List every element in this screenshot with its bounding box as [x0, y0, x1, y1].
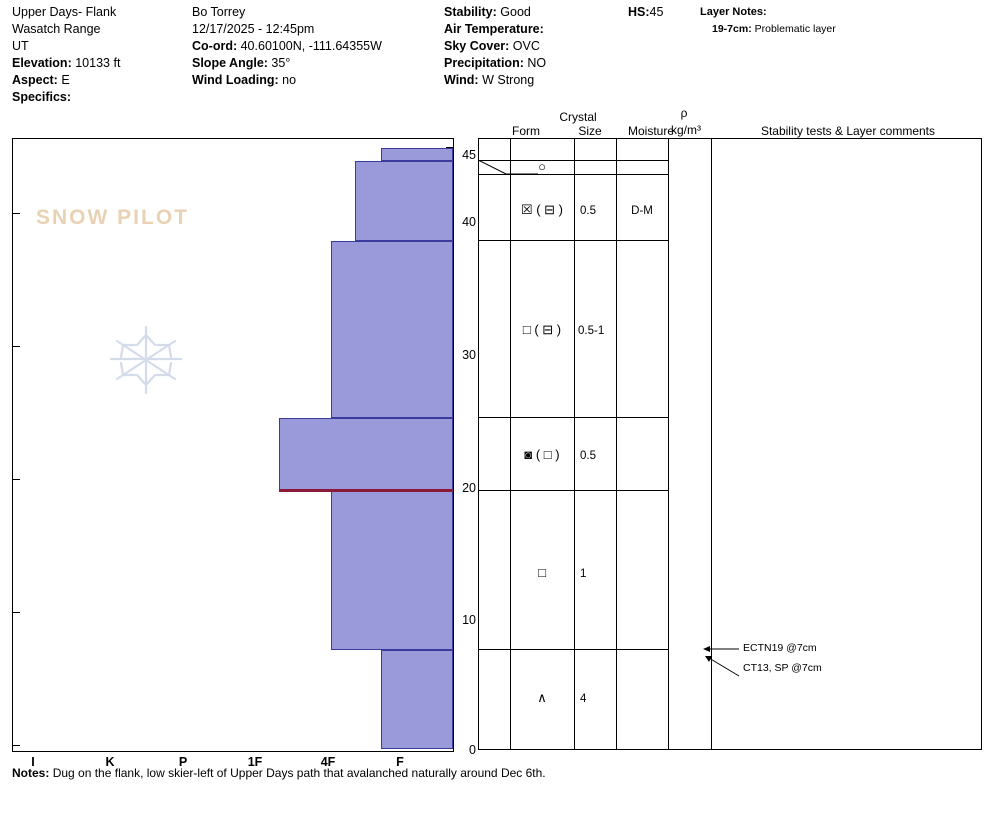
- wind-loading-value: no: [282, 73, 297, 87]
- air-temperature-label: Air Temperature:: [444, 22, 544, 36]
- depth-tick-label: 10: [462, 613, 476, 627]
- coordinates-row: [192, 38, 437, 55]
- grain-size-value: 4: [580, 693, 587, 705]
- wind-loading-row: [192, 72, 437, 89]
- weak-layer-marker: [279, 489, 453, 492]
- table-border-left: [478, 138, 479, 750]
- hardness-tick-label: 4F: [320, 755, 336, 769]
- column-separator: [668, 138, 669, 750]
- grain-form-symbol: ◙ ( □ ): [524, 447, 560, 462]
- header-column-location: [12, 4, 187, 106]
- grain-size-value: 0.5-1: [578, 325, 605, 337]
- table-border-right: [981, 138, 982, 750]
- layer-separator: [478, 649, 668, 650]
- observation-datetime: 12/17/2025 - 12:45pm: [192, 22, 315, 36]
- hardness-tick-label: F: [396, 755, 404, 769]
- precipitation-row: [444, 55, 674, 72]
- layer-detail-table: [478, 138, 982, 750]
- hardness-tick-label: K: [105, 755, 115, 769]
- grain-form-symbol: ☒ ( ⊟ ): [520, 202, 564, 217]
- wind-label: Wind:: [444, 73, 479, 87]
- moisture-header: Moisture: [627, 124, 674, 138]
- site-name: Upper Days- Flank: [12, 5, 117, 19]
- coordinates-value: 40.60100N, -111.64355W: [240, 39, 382, 53]
- wind-loading-label: Wind Loading:: [192, 73, 279, 87]
- snow-height-label: HS:: [628, 5, 650, 19]
- header-column-observation: [192, 4, 437, 89]
- layer-note-item: [700, 21, 990, 38]
- layer-separator: [478, 240, 668, 241]
- elevation-row: [12, 55, 187, 72]
- axis-tick: [13, 479, 20, 480]
- layer-notes-label: Layer Notes:: [700, 6, 767, 18]
- aspect-label: Aspect:: [12, 73, 58, 87]
- grain-size-value: 1: [580, 568, 587, 580]
- size-header: Size: [578, 124, 602, 138]
- rho-header: ρ: [680, 106, 688, 120]
- depth-tick-label: 45: [462, 148, 476, 162]
- grain-form-symbol: ○: [538, 159, 546, 174]
- precipitation-label: Precipitation:: [444, 56, 524, 70]
- layer-separator: [478, 490, 668, 491]
- density-units-header: kg/m³: [671, 123, 701, 137]
- axis-tick: [13, 612, 20, 613]
- notes-label: Notes:: [12, 766, 50, 780]
- elevation-label: Elevation:: [12, 56, 72, 70]
- axis-tick: [13, 346, 20, 347]
- specifics-row: [12, 89, 187, 106]
- depth-tick-label: 0: [469, 743, 476, 757]
- stability-header: Stability tests & Layer comments: [760, 124, 936, 138]
- hardness-tick-label: P: [178, 755, 188, 769]
- grain-form-symbol: ∧: [537, 690, 547, 705]
- coordinates-label: Co-ord:: [192, 39, 238, 53]
- slope-angle-label: Slope Angle:: [192, 56, 268, 70]
- notes-text: Dug on the flank, low skier-left of Upper Days path that avalanched naturally around Dec 6th.: [52, 766, 546, 780]
- table-border-bottom: [478, 749, 982, 750]
- layer-bar: [355, 161, 453, 241]
- slope-angle-row: [192, 55, 437, 72]
- sky-cover-row: [444, 38, 674, 55]
- wind-row: [444, 72, 674, 89]
- snowflake-icon: [41, 319, 241, 399]
- layer-bar: [381, 148, 453, 161]
- layer-bar: [381, 650, 453, 749]
- form-header: Form: [512, 124, 540, 138]
- crystal-header: Crystal: [559, 110, 597, 124]
- slope-angle-value: 35°: [271, 56, 291, 70]
- snow-height-row: [628, 4, 688, 21]
- specifics-label: Specifics:: [12, 90, 72, 104]
- mountain-range: Wasatch Range: [12, 22, 101, 36]
- grain-size-value: 0.5: [580, 205, 596, 217]
- depth-tick-label: 20: [462, 481, 476, 495]
- wind-value: W Strong: [482, 73, 535, 87]
- snow-height-value: 45: [649, 5, 664, 19]
- hardness-tick-label: 1F: [247, 755, 263, 769]
- moisture-value: D-M: [631, 205, 653, 217]
- precipitation-value: NO: [527, 56, 547, 70]
- layer-bar: [331, 241, 453, 418]
- stability-label: Stability:: [444, 5, 497, 19]
- stability-test-label: ECTN19 @7cm: [743, 642, 817, 654]
- sky-cover-label: Sky Cover:: [444, 39, 510, 53]
- axis-tick: [13, 213, 20, 214]
- layer-bar: [331, 491, 453, 650]
- layer-note-depth: 19-7cm:: [712, 23, 752, 35]
- stability-test-arrow: [703, 643, 743, 683]
- column-separator: [616, 138, 617, 750]
- snow-profile-plot: [12, 138, 454, 752]
- layer-bar: [279, 418, 453, 491]
- table-border-top: [478, 138, 982, 139]
- air-temperature-row: [444, 21, 674, 38]
- axis-tick: [13, 745, 20, 746]
- stability-value: Good: [500, 5, 531, 19]
- observer-name: Bo Torrey: [192, 5, 246, 19]
- grain-size-value: 0.5: [580, 450, 596, 462]
- layer-note-text: Problematic layer: [754, 23, 836, 35]
- stability-test-label: CT13, SP @7cm: [743, 662, 822, 674]
- column-separator: [510, 138, 511, 750]
- aspect-value: E: [61, 73, 70, 87]
- state: UT: [12, 39, 29, 53]
- sky-cover-value: OVC: [512, 39, 540, 53]
- notes-row: [12, 766, 546, 780]
- grain-form-symbol: □ ( ⊟ ): [522, 322, 562, 337]
- header-column-hs: [628, 4, 688, 21]
- hardness-tick-label: I: [31, 755, 35, 769]
- column-separator: [574, 138, 575, 750]
- header-column-layer-notes: [700, 4, 990, 38]
- elevation-value: 10133 ft: [75, 56, 121, 70]
- depth-tick-label: 40: [462, 215, 476, 229]
- depth-tick-label: 30: [462, 348, 476, 362]
- profile-header: [0, 0, 994, 118]
- layer-separator: [478, 417, 668, 418]
- snowpilot-logo-text: SNOW PILOT: [36, 206, 189, 229]
- aspect-row: [12, 72, 187, 89]
- grain-form-symbol: □: [538, 565, 546, 580]
